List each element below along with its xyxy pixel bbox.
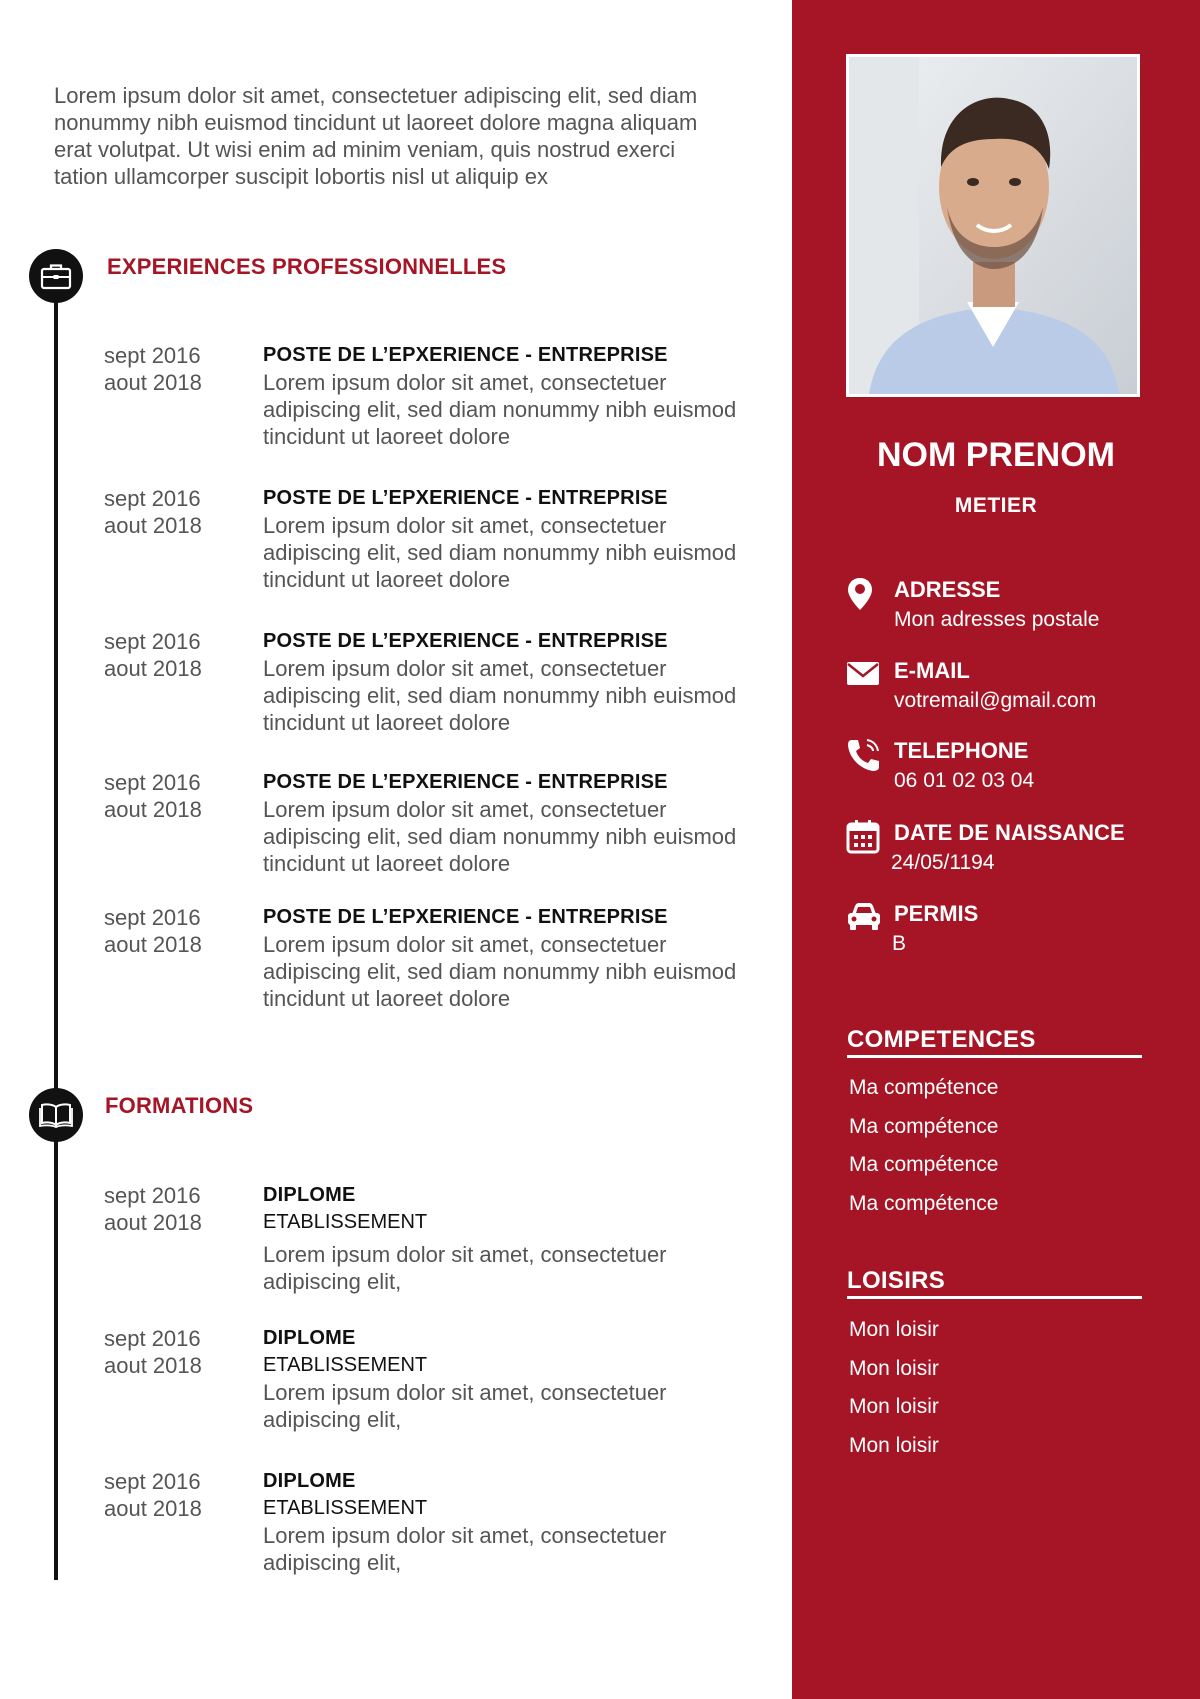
- calendar-icon: [846, 819, 882, 855]
- contact-address: [846, 576, 1186, 636]
- formation-description: Lorem ipsum dolor sit amet, consectetuer adipiscing elit,: [263, 1242, 667, 1294]
- contact-email: [846, 657, 1186, 717]
- contact-label: TELEPHONE: [894, 738, 1029, 763]
- intro-text: Lorem ipsum dolor sit amet, consectetuer adipiscing elit, sed diam nonummy nibh euismod tincidunt ut laoreet dolore magna aliquam erat volutpat. Ut wisi enim ad minim veniam, quis nostrud exerci tation ullamcorper suscipit lobortis nisl ut aliquip ex: [54, 83, 698, 189]
- experience-description: Lorem ipsum dolor sit amet, consectetuer adipiscing elit, sed diam nonummy nibh euismod tincidunt ut laoreet dolore: [263, 797, 737, 876]
- formation-school: ETABLISSEMENT: [263, 1354, 428, 1376]
- profile-name: NOM PRENOM: [877, 436, 1115, 474]
- date-end: aout 2018: [104, 797, 202, 822]
- date-end: aout 2018: [104, 370, 202, 395]
- experience-title: POSTE DE L’EPXERIENCE - ENTREPRISE: [263, 771, 668, 793]
- competences-list: [849, 1074, 1149, 1228]
- list-item: Mon loisir: [849, 1433, 939, 1457]
- experience-dates: [104, 769, 254, 823]
- date-end: aout 2018: [104, 1353, 202, 1378]
- profile-photo: [846, 54, 1140, 397]
- contact-value: Mon adresses postale: [894, 608, 1100, 631]
- list-item: Mon loisir: [849, 1356, 939, 1380]
- sidebar: [792, 0, 1200, 1699]
- list-item: Ma compétence: [849, 1114, 999, 1138]
- formation-description: Lorem ipsum dolor sit amet, consectetuer adipiscing elit,: [263, 1380, 667, 1432]
- contact-value: 06 01 02 03 04: [894, 769, 1035, 792]
- experience-description: Lorem ipsum dolor sit amet, consectetuer adipiscing elit, sed diam nonummy nibh euismod tincidunt ut laoreet dolore: [263, 370, 737, 449]
- date-start: sept 2016: [104, 343, 201, 368]
- experience-dates: [104, 342, 254, 396]
- contact-label: DATE DE NAISSANCE: [894, 820, 1125, 845]
- contact-phone: [846, 737, 1186, 797]
- experience-dates: [104, 485, 254, 539]
- contact-license: [846, 900, 1186, 960]
- experience-title: POSTE DE L’EPXERIENCE - ENTREPRISE: [263, 906, 668, 928]
- car-icon: [846, 900, 882, 936]
- list-item: Ma compétence: [849, 1153, 999, 1176]
- experience-dates: [104, 904, 254, 958]
- date-end: aout 2018: [104, 1210, 202, 1235]
- location-pin-icon: [846, 576, 882, 612]
- contact-value: B: [892, 932, 907, 955]
- experience-description: Lorem ipsum dolor sit amet, consectetuer adipiscing elit, sed diam nonummy nibh euismod tincidunt ut laoreet dolore: [263, 656, 737, 735]
- timeline-line: [54, 282, 58, 1580]
- experience-title: POSTE DE L’EPXERIENCE - ENTREPRISE: [263, 344, 668, 366]
- experiences-title: EXPERIENCES PROFESSIONNELLES: [107, 254, 507, 279]
- contact-label: ADRESSE: [894, 577, 1001, 602]
- date-start: sept 2016: [104, 1183, 201, 1208]
- formation-dates: [104, 1182, 254, 1236]
- formation-school: ETABLISSEMENT: [263, 1497, 428, 1519]
- formation-diploma: DIPLOME: [263, 1470, 356, 1492]
- loisirs-title: LOISIRS: [847, 1267, 1142, 1299]
- formation-diploma: DIPLOME: [263, 1184, 356, 1206]
- list-item: Ma compétence: [849, 1076, 999, 1099]
- formation-dates: [104, 1468, 254, 1522]
- list-item: Mon loisir: [849, 1395, 939, 1418]
- contact-label: E-MAIL: [894, 658, 970, 683]
- date-end: aout 2018: [104, 1496, 202, 1521]
- list-item: Mon loisir: [849, 1318, 939, 1341]
- contact-value: votremail@gmail.com: [894, 689, 1097, 712]
- open-book-icon: [29, 1088, 83, 1142]
- briefcase-icon: [29, 249, 83, 303]
- formation-school: ETABLISSEMENT: [263, 1211, 428, 1233]
- date-start: sept 2016: [104, 770, 201, 795]
- experience-description: Lorem ipsum dolor sit amet, consectetuer adipiscing elit, sed diam nonummy nibh euismod tincidunt ut laoreet dolore: [263, 932, 737, 1011]
- list-item: Ma compétence: [849, 1191, 999, 1215]
- experience-dates: [104, 628, 254, 682]
- experience-description: Lorem ipsum dolor sit amet, consectetuer adipiscing elit, sed diam nonummy nibh euismod tincidunt ut laoreet dolore: [263, 513, 737, 592]
- profile-job: METIER: [954, 494, 1038, 517]
- formation-dates: [104, 1325, 254, 1379]
- date-start: sept 2016: [104, 905, 201, 930]
- date-end: aout 2018: [104, 656, 202, 681]
- experience-title: POSTE DE L’EPXERIENCE - ENTREPRISE: [263, 630, 668, 652]
- formation-description: Lorem ipsum dolor sit amet, consectetuer adipiscing elit,: [263, 1523, 667, 1575]
- phone-icon: [846, 737, 882, 773]
- date-end: aout 2018: [104, 513, 202, 538]
- contact-birthdate: [846, 819, 1186, 879]
- date-start: sept 2016: [104, 1326, 201, 1351]
- contact-value: 24/05/1194: [891, 851, 995, 874]
- date-end: aout 2018: [104, 932, 202, 957]
- date-start: sept 2016: [104, 629, 201, 654]
- date-start: sept 2016: [104, 486, 201, 511]
- formations-title: FORMATIONS: [105, 1093, 254, 1118]
- competences-title: COMPETENCES: [847, 1026, 1142, 1058]
- formation-diploma: DIPLOME: [263, 1327, 356, 1349]
- experience-title: POSTE DE L’EPXERIENCE - ENTREPRISE: [263, 487, 668, 509]
- envelope-icon: [846, 657, 882, 693]
- contact-label: PERMIS: [894, 901, 979, 926]
- date-start: sept 2016: [104, 1469, 201, 1494]
- loisirs-list: [849, 1316, 1149, 1470]
